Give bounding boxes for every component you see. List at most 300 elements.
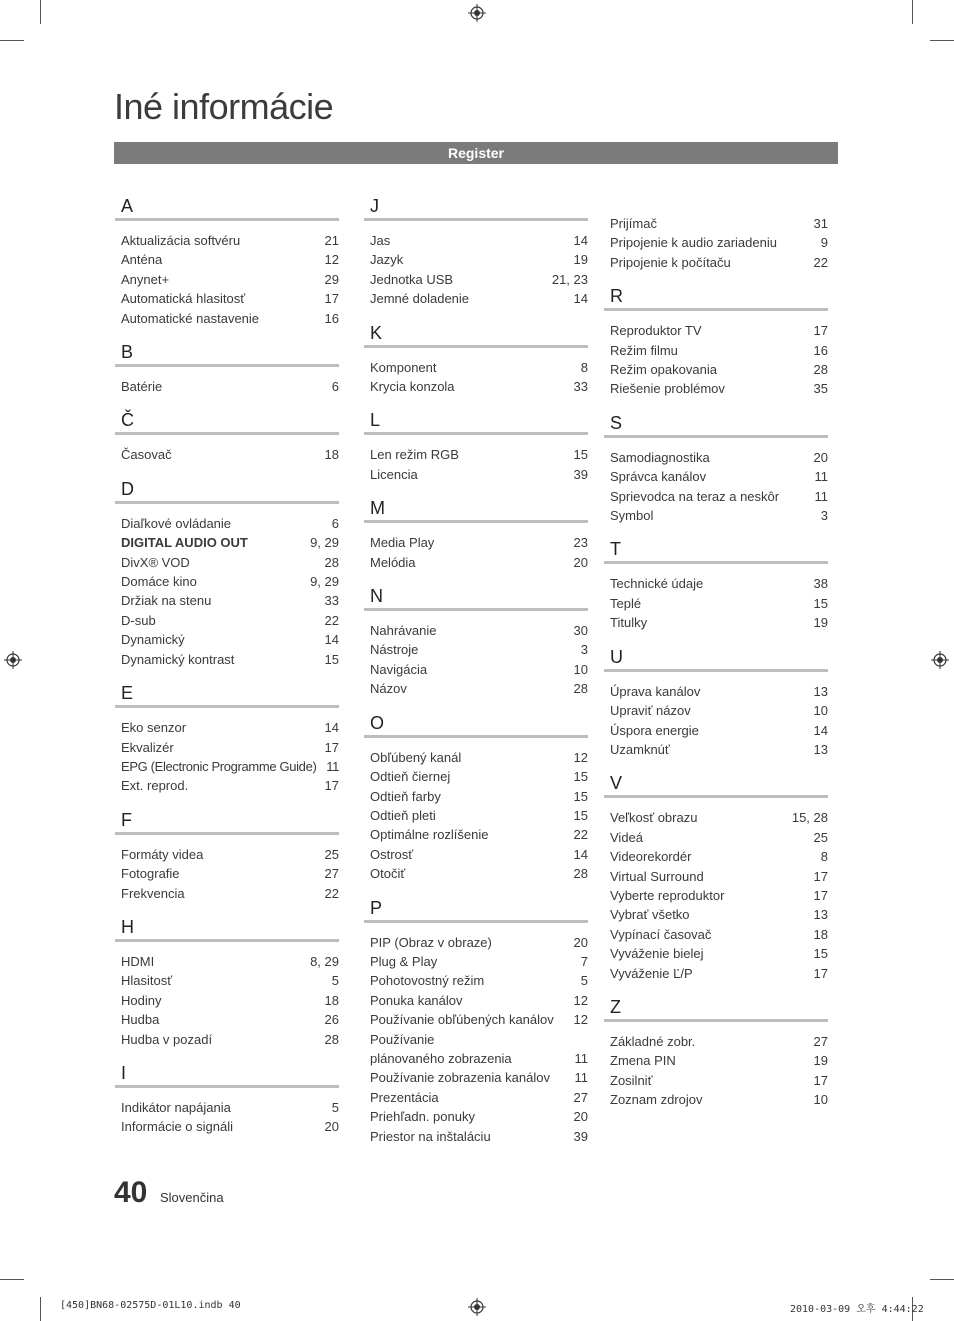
index-entry (115, 776, 339, 795)
index-section (115, 1063, 339, 1137)
entry-term: Veľkosť obrazu (610, 810, 698, 826)
entry-page: 15, 28 (791, 810, 828, 826)
entry-term: Hodiny (121, 992, 162, 1008)
section-divider (604, 435, 828, 438)
section-divider (364, 920, 588, 923)
entry-page: 17 (324, 778, 339, 794)
section-letter: N (370, 586, 383, 607)
index-entry (604, 341, 828, 360)
entry-term: Teplé (610, 595, 642, 611)
index-entry (604, 808, 828, 827)
index-section (115, 410, 339, 464)
entry-term: Pohotovostný režim (370, 973, 485, 989)
entry-page: 3 (820, 508, 828, 524)
entry-term: Diaľkové ovládanie (121, 515, 232, 531)
entry-page: 5 (331, 973, 339, 989)
entry-page: 14 (573, 846, 588, 862)
index-section (115, 917, 339, 1049)
entry-page: 17 (813, 323, 828, 339)
index-entry (364, 1030, 588, 1069)
entry-page: 22 (324, 885, 339, 901)
index-entry (364, 971, 588, 990)
entry-term: Titulky (610, 615, 648, 631)
entry-page: 8 (580, 359, 588, 375)
entry-page: 30 (573, 623, 588, 639)
entry-page: 15 (573, 807, 588, 823)
entry-term: Anynet+ (121, 271, 170, 287)
section-letter: Č (121, 410, 134, 431)
index-entry (604, 964, 828, 983)
entry-page: 28 (324, 1031, 339, 1047)
index-section (604, 647, 828, 760)
index-entry (115, 884, 339, 903)
index-section (364, 498, 588, 572)
entry-term: Odtieň čiernej (370, 769, 451, 785)
crop-mark-bl-h (0, 1279, 24, 1280)
index-entry (604, 487, 828, 506)
section-divider (115, 1085, 339, 1088)
page-title: Iné informácie (114, 86, 334, 127)
index-entry (115, 1098, 339, 1117)
entry-term: Vyberte reproduktor (610, 887, 725, 903)
section-divider (604, 561, 828, 564)
entry-term: Odtieň pleti (370, 807, 436, 823)
entry-page: 12 (324, 252, 339, 268)
entry-page: 20 (813, 449, 828, 465)
registration-mark-right-icon (931, 651, 949, 669)
print-timestamp: 2010-03-09 오후 4:44:22 (790, 1304, 924, 1315)
index-entry (364, 1107, 588, 1126)
section-letter: B (121, 342, 134, 363)
entry-term: Obľúbený kanál (370, 749, 462, 765)
entry-page: 14 (573, 291, 588, 307)
entry-page: 11 (814, 488, 828, 504)
index-entry (604, 233, 828, 252)
entry-page: 19 (813, 1053, 828, 1069)
entry-page: 28 (324, 554, 339, 570)
entry-page: 28 (813, 362, 828, 378)
entry-term: Zosilniť (610, 1072, 653, 1088)
entry-page: 25 (813, 829, 828, 845)
entry-page: 11 (574, 1070, 588, 1086)
entry-page: 20 (573, 1109, 588, 1125)
entry-page: 18 (324, 447, 339, 463)
entry-page: 18 (324, 992, 339, 1008)
section-letter: S (610, 412, 623, 433)
entry-page: 26 (324, 1012, 339, 1028)
section-divider (364, 218, 588, 221)
entry-term: Domáce kino (121, 574, 197, 590)
index-entry (115, 377, 339, 396)
entry-term: Používanie plánovaného zobrazenia (370, 1031, 512, 1066)
entry-page: 33 (324, 593, 339, 609)
entry-term: Technické údaje (610, 576, 704, 592)
index-entry (604, 574, 828, 593)
entry-term: Nahrávanie (370, 623, 437, 639)
section-divider (604, 669, 828, 672)
index-entry (115, 309, 339, 328)
index-entry (604, 886, 828, 905)
index-entry (115, 991, 339, 1010)
entry-term: PIP (Obraz v obraze) (370, 934, 492, 950)
entry-page: 39 (573, 1128, 588, 1144)
entry-term: Základné zobr. (610, 1033, 696, 1049)
index-column-3 (604, 214, 828, 1124)
index-entry (604, 701, 828, 720)
index-entry (604, 360, 828, 379)
entry-page: 17 (813, 887, 828, 903)
entry-term: EPG (Electronic Programme Guide) (121, 758, 317, 774)
index-entry (604, 1032, 828, 1051)
entry-term: Otočiť (370, 866, 406, 882)
entry-term: Vypínací časovač (610, 926, 712, 942)
section-letter: J (370, 196, 379, 216)
entry-term: Hlasitosť (121, 973, 173, 989)
section-letter: R (610, 286, 623, 307)
entry-term: Jednotka USB (370, 271, 454, 287)
entry-page: 23 (573, 535, 588, 551)
index-entry (364, 952, 588, 971)
index-entry (115, 650, 339, 669)
entry-page: 13 (813, 741, 828, 757)
entry-term: Eko senzor (121, 720, 187, 736)
section-divider (115, 939, 339, 942)
entry-page: 7 (580, 953, 588, 969)
entry-page: 13 (813, 907, 828, 923)
entry-term: Používanie zobrazenia kanálov (370, 1070, 550, 1086)
entry-term: Priestor na inštaláciu (370, 1128, 491, 1144)
entry-page: 28 (573, 681, 588, 697)
entry-term: Jemné doladenie (370, 291, 470, 307)
section-letter: I (121, 1062, 127, 1083)
section-letter: O (370, 712, 385, 733)
entry-term: Nástroje (370, 642, 419, 658)
entry-page: 12 (573, 749, 588, 765)
section-letter: A (121, 196, 134, 216)
entry-term: Režim filmu (610, 342, 678, 358)
index-entry (604, 594, 828, 613)
section-divider (364, 432, 588, 435)
index-section (115, 342, 339, 396)
index-entry (115, 611, 339, 630)
entry-term: HDMI (121, 953, 155, 969)
crop-mark-tl-v (40, 0, 41, 24)
entry-term: Symbol (610, 508, 654, 524)
entry-page: 33 (573, 379, 588, 395)
entry-page: 11 (814, 469, 828, 485)
entry-page: 19 (573, 252, 588, 268)
entry-page: 12 (573, 992, 588, 1008)
index-section (604, 997, 828, 1110)
index-entry (115, 250, 339, 269)
entry-term: Samodiagnostika (610, 449, 710, 465)
entry-page: 15 (573, 447, 588, 463)
entry-page: 20 (324, 1119, 339, 1135)
crop-mark-tr-v (912, 0, 913, 24)
entry-term: Hudba (121, 1012, 160, 1028)
entry-term: Indikátor napájania (121, 1099, 231, 1115)
entry-term: Komponent (370, 359, 437, 375)
entry-term: Virtual Surround (610, 868, 704, 884)
index-entry (115, 533, 339, 552)
entry-page: 19 (813, 615, 828, 631)
index-entry (364, 864, 588, 883)
entry-page: 14 (324, 632, 339, 648)
entry-page: 5 (580, 973, 588, 989)
index-entry (115, 1117, 339, 1136)
section-letter: V (610, 773, 623, 794)
index-entry (364, 1127, 588, 1146)
entry-term: Názov (370, 681, 407, 697)
index-entry (364, 553, 588, 572)
index-entry (364, 767, 588, 786)
entry-term: Frekvencia (121, 885, 185, 901)
entry-term: Formáty videa (121, 846, 204, 862)
index-section (115, 683, 339, 796)
entry-term: Úspora energie (610, 722, 699, 738)
index-entry (364, 231, 588, 250)
index-entry (115, 270, 339, 289)
entry-term: Sprievodca na teraz a neskôr (610, 488, 780, 504)
section-divider (364, 345, 588, 348)
index-entry (364, 660, 588, 679)
page-number: 40 (114, 1176, 148, 1209)
entry-term: Priehľadn. ponuky (370, 1109, 475, 1125)
section-divider (115, 832, 339, 835)
index-entry (115, 553, 339, 572)
index-entry (604, 321, 828, 340)
entry-page: 10 (813, 1092, 828, 1108)
entry-page: 6 (331, 515, 339, 531)
section-divider (115, 218, 339, 221)
entry-term: Pripojenie k počítaču (610, 254, 731, 270)
index-section (604, 413, 828, 526)
entry-term: Dynamický kontrast (121, 651, 235, 667)
entry-page: 21, 23 (551, 271, 588, 287)
index-entry (604, 925, 828, 944)
entry-page: 15 (813, 595, 828, 611)
entry-term: Režim opakovania (610, 362, 717, 378)
entry-page: 17 (813, 1072, 828, 1088)
index-section (115, 810, 339, 903)
entry-page: 38 (813, 576, 828, 592)
index-section (604, 539, 828, 632)
section-divider (115, 364, 339, 367)
index-entry (115, 572, 339, 591)
entry-page: 10 (813, 703, 828, 719)
entry-term: Licencia (370, 466, 418, 482)
entry-page: 16 (324, 310, 339, 326)
section-letter: U (610, 646, 623, 667)
entry-page: 14 (573, 233, 588, 248)
entry-term: Ponuka kanálov (370, 992, 463, 1008)
print-file-info: [450]BN68-02575D-01L10.indb 40 (60, 1300, 241, 1311)
entry-page: 9, 29 (310, 535, 339, 551)
entry-page: 9, 29 (310, 574, 339, 590)
entry-term: Hudba v pozadí (121, 1031, 213, 1047)
section-divider (115, 705, 339, 708)
index-entry (364, 640, 588, 659)
section-letter: H (121, 916, 134, 937)
entry-term: Pripojenie k audio zariadeniu (610, 235, 777, 251)
entry-term: DivX® VOD (121, 554, 190, 570)
entry-term: Optimálne rozlíšenie (370, 827, 489, 843)
index-entry (115, 1030, 339, 1049)
index-entry (364, 1088, 588, 1107)
section-letter: M (370, 498, 385, 519)
entry-term: Aktualizácia softvéru (121, 233, 241, 248)
crop-mark-bl-v (40, 1297, 41, 1321)
entry-term: Zoznam zdrojov (610, 1092, 703, 1108)
entry-term: Úprava kanálov (610, 683, 701, 699)
index-section (604, 773, 828, 983)
index-entry (115, 445, 339, 464)
index-section (364, 323, 588, 397)
index-entry (115, 1010, 339, 1029)
entry-term: Len režim RGB (370, 447, 459, 463)
index-section (364, 196, 588, 309)
section-letter: D (121, 478, 134, 499)
entry-page: 11 (574, 1050, 588, 1066)
entry-term: Anténa (121, 252, 163, 268)
registration-mark-top-icon (468, 4, 486, 22)
entry-page: 11 (326, 758, 339, 774)
entry-page: 5 (331, 1099, 339, 1115)
index-entry (604, 905, 828, 924)
index-entry (604, 740, 828, 759)
entry-page: 15 (573, 788, 588, 804)
index-entry (604, 828, 828, 847)
index-section (364, 898, 588, 1146)
entry-page: 8 (820, 849, 828, 865)
index-entry (115, 591, 339, 610)
entry-page: 15 (813, 946, 828, 962)
section-divider (115, 501, 339, 504)
index-entry (364, 445, 588, 464)
section-letter: P (370, 897, 383, 918)
entry-term: Plug & Play (370, 953, 438, 969)
entry-page: 17 (813, 868, 828, 884)
entry-page: 27 (324, 866, 339, 882)
entry-term: Automatické nastavenie (121, 310, 260, 326)
index-entry (604, 467, 828, 486)
index-entry (604, 721, 828, 740)
entry-term: Riešenie problémov (610, 381, 725, 397)
registration-mark-bottom-icon (468, 1298, 486, 1316)
entry-term: Informácie o signáli (121, 1119, 233, 1135)
entry-page: 17 (324, 291, 339, 307)
index-entry (115, 971, 339, 990)
entry-page: 31 (813, 216, 828, 231)
index-entry (604, 379, 828, 398)
index-section (604, 286, 828, 399)
section-letter: F (121, 809, 132, 830)
entry-term: Batérie (121, 379, 163, 395)
entry-term: Správca kanálov (610, 469, 707, 485)
index-entry (364, 806, 588, 825)
index-entry (364, 679, 588, 698)
section-letter: Z (610, 996, 621, 1017)
entry-term: Krycia konzola (370, 379, 455, 395)
entry-page: 6 (331, 379, 339, 395)
index-entry (604, 682, 828, 701)
entry-page: 20 (573, 554, 588, 570)
entry-term: Videá (610, 829, 644, 845)
entry-term: Melódia (370, 554, 416, 570)
index-column-2 (364, 196, 588, 1160)
entry-term: D-sub (121, 612, 156, 628)
entry-term: Jazyk (370, 252, 404, 268)
index-entry (115, 514, 339, 533)
index-entry (604, 1051, 828, 1070)
section-divider (364, 520, 588, 523)
index-section (604, 214, 828, 272)
index-section (364, 713, 588, 884)
section-divider (364, 608, 588, 611)
entry-page: 18 (813, 926, 828, 942)
entry-page: 14 (324, 720, 339, 736)
index-entry (604, 867, 828, 886)
entry-term: Upraviť názov (610, 703, 691, 719)
entry-term: Media Play (370, 535, 435, 551)
index-entry (604, 448, 828, 467)
entry-page: 14 (813, 722, 828, 738)
index-entry (364, 377, 588, 396)
section-divider (604, 1019, 828, 1022)
index-entry (364, 465, 588, 484)
index-entry (115, 738, 339, 757)
entry-page: 9 (820, 235, 828, 251)
index-entry (115, 757, 339, 776)
page-language: Slovenčina (160, 1190, 224, 1205)
entry-term: Odtieň farby (370, 788, 441, 804)
crop-mark-br-h (930, 1279, 954, 1280)
entry-term: Ext. reprod. (121, 778, 189, 794)
crop-mark-tl-h (0, 40, 24, 41)
index-entry (604, 506, 828, 525)
entry-page: 35 (813, 381, 828, 397)
index-entry (364, 270, 588, 289)
entry-term: Reproduktor TV (610, 323, 702, 339)
entry-page: 27 (573, 1089, 588, 1105)
entry-term: Videorekordér (610, 849, 692, 865)
index-entry (115, 952, 339, 971)
entry-page: 27 (813, 1033, 828, 1049)
section-divider (364, 735, 588, 738)
entry-term: DIGITAL AUDIO OUT (121, 535, 248, 551)
entry-term: Fotografie (121, 866, 180, 882)
index-entry (604, 1071, 828, 1090)
entry-page: 39 (573, 466, 588, 482)
entry-term: Prijímač (610, 216, 657, 231)
entry-term: Držiak na stenu (121, 593, 212, 609)
entry-term: Vybrať všetko (610, 907, 690, 923)
entry-page: 16 (813, 342, 828, 358)
index-entry (115, 289, 339, 308)
index-entry (364, 845, 588, 864)
index-entry (364, 787, 588, 806)
entry-term: Používanie obľúbených kanálov (370, 1012, 554, 1028)
entry-term: Vyváženie bielej (610, 946, 704, 962)
entry-page: 13 (813, 683, 828, 699)
entry-term: Navigácia (370, 661, 428, 677)
section-divider (604, 308, 828, 311)
entry-page: 17 (324, 739, 339, 755)
index-section (115, 479, 339, 669)
index-entry (604, 847, 828, 866)
entry-term: Zmena PIN (610, 1053, 676, 1069)
index-entry (115, 630, 339, 649)
